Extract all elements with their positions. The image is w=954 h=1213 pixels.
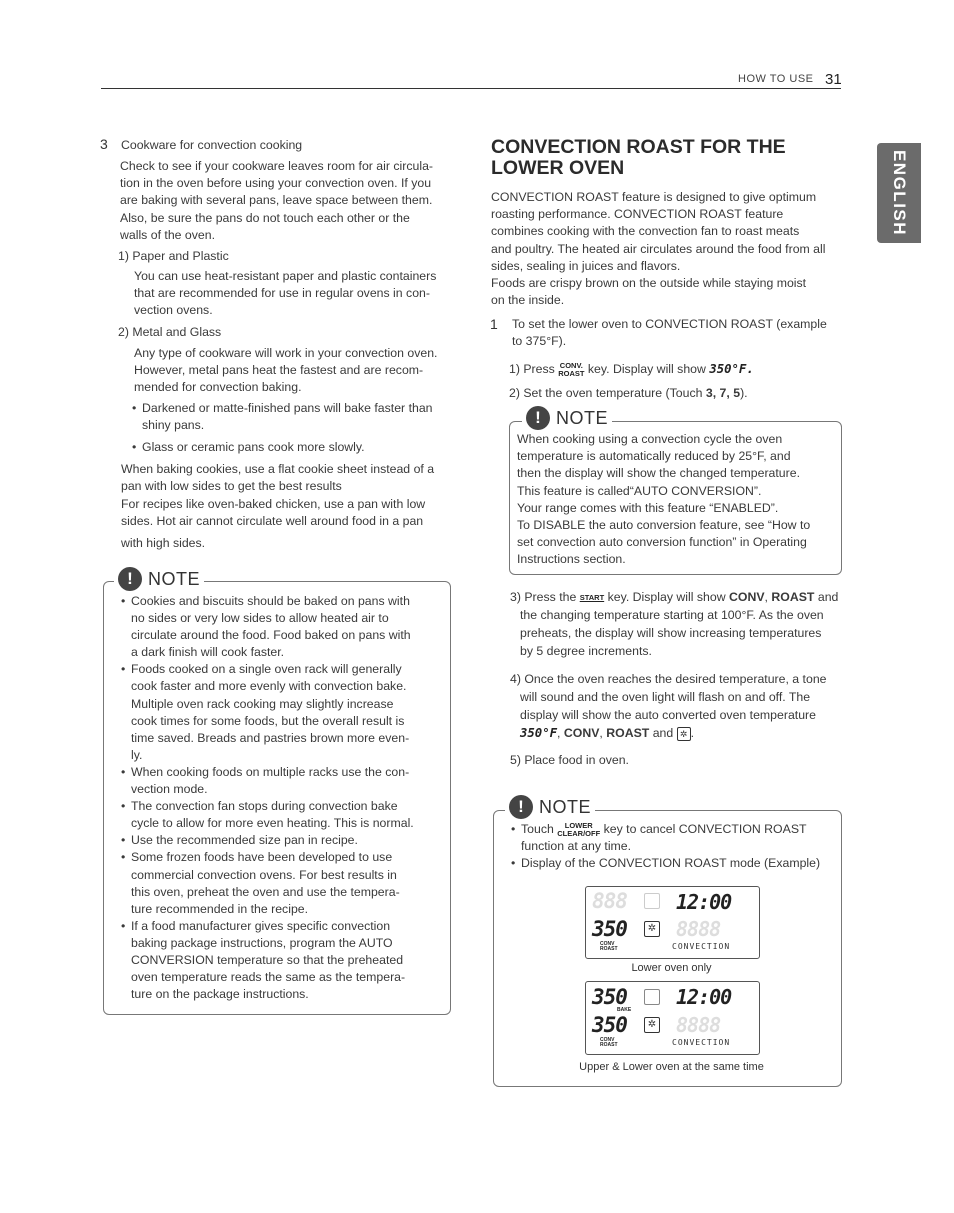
text-line: Any type of cookware will work in your convection oven. bbox=[134, 346, 438, 360]
text-line: tion in the oven before using your convection oven. If you bbox=[120, 176, 432, 191]
text-line: then the display will show the changed temperature. bbox=[517, 466, 800, 481]
text-line: CONVECTION ROAST feature is designed to give optimum bbox=[491, 190, 817, 204]
text-line: ture recommended in the recipe. bbox=[131, 901, 309, 916]
text: 3) Press the bbox=[510, 590, 577, 604]
text-line: function at any time. bbox=[521, 839, 632, 854]
metal-glass-bullets bbox=[132, 400, 452, 457]
list-item bbox=[121, 832, 436, 849]
list-item bbox=[121, 798, 436, 832]
key-line: LOWER bbox=[564, 821, 593, 831]
text-line: by 5 degree increments. bbox=[520, 644, 652, 658]
text-line: CONVERSION temperature so that the preheated bbox=[131, 952, 404, 967]
lower-fan-icon: ✲ bbox=[644, 921, 660, 937]
step-number-1: 1 bbox=[490, 316, 498, 332]
text: key to cancel CONVECTION ROAST bbox=[603, 822, 807, 836]
text-line: Check to see if your cookware leaves room for air circula- bbox=[120, 159, 434, 173]
text: ). bbox=[740, 386, 748, 400]
display-caption: Lower oven only bbox=[631, 962, 712, 974]
text-line: 350°F, CONV, ROAST and ✲ . bbox=[520, 726, 695, 740]
step1-text bbox=[512, 316, 847, 350]
label-line: ROAST bbox=[600, 1042, 618, 1048]
step-title: Cookware for convection cooking bbox=[121, 138, 303, 152]
conv-indicator: CONV bbox=[729, 590, 765, 604]
text-line: Also, be sure the pans do not touch each other or the bbox=[120, 210, 410, 225]
note2-bullets bbox=[511, 821, 836, 873]
text-line: vection ovens. bbox=[134, 303, 213, 318]
left-note-bullets bbox=[121, 593, 436, 1003]
text-line: commercial convection ovens. For best results in bbox=[131, 867, 397, 882]
roast-indicator: ROAST bbox=[606, 726, 650, 740]
left-note-header bbox=[114, 567, 204, 591]
header-rule bbox=[101, 88, 841, 89]
text-line: circulate around the food. Food baked on pans with bbox=[131, 628, 411, 643]
conv-roast-key[interactable] bbox=[558, 362, 584, 377]
lower-clear-off-key[interactable] bbox=[557, 822, 600, 837]
text: Display of the CONVECTION ROAST mode (Example) bbox=[521, 856, 821, 871]
label-line: ROAST bbox=[600, 946, 618, 952]
header-section: HOW TO USE bbox=[738, 73, 814, 85]
number-keys: 3, 7, 5 bbox=[705, 386, 741, 400]
key-line: ROAST bbox=[558, 368, 585, 378]
note-label: NOTE bbox=[148, 568, 201, 589]
text-line: • Foods cooked on a single oven rack will generally bbox=[131, 662, 402, 677]
text-line: temperature is automatically reduced by 25°F, and bbox=[517, 449, 791, 464]
text-line: this oven, preheat the oven and use the tempera- bbox=[131, 884, 400, 899]
section-title bbox=[491, 137, 841, 179]
text-line: • Darkened or matte-finished pans will bake faster than bbox=[142, 401, 433, 415]
page-number: 31 bbox=[825, 71, 842, 88]
text-line: To set the lower oven to CONVECTION ROAST (example bbox=[512, 317, 827, 331]
list-item bbox=[121, 661, 436, 764]
substep-5: 5) Place food in oven. bbox=[510, 753, 629, 767]
text-line: set convection auto conversion function” in Operating bbox=[517, 535, 807, 550]
text-line: Foods are crispy brown on the outside while staying moist bbox=[491, 276, 807, 291]
paper-plastic-title: 1) Paper and Plastic bbox=[118, 249, 229, 263]
key-line: CLEAR/OFF bbox=[557, 828, 601, 838]
upper-clock-readout: 12:00 bbox=[676, 890, 732, 914]
text-line: preheats, the display will show increasing temperatures bbox=[520, 626, 822, 640]
conv-roast-label bbox=[600, 1038, 618, 1048]
text-line: cook times for some foods, but the overall result is bbox=[131, 713, 405, 728]
bake-label: BAKE bbox=[617, 1007, 632, 1013]
text-line: • Use the recommended size pan in recipe. bbox=[131, 833, 358, 848]
text-line: baking package instructions, program the AUTO bbox=[131, 935, 393, 950]
text: and bbox=[817, 590, 839, 604]
lower-temp-readout: 350 bbox=[592, 1013, 627, 1037]
text-line: a dark finish will cook faster. bbox=[131, 645, 285, 660]
text-line: sides. Hot air cannot circulate well around food in a pan bbox=[121, 514, 424, 529]
text-line: combines cooking with the convection fan to roast meats bbox=[491, 224, 800, 239]
text-line: • The convection fan stops during convection bake bbox=[131, 799, 398, 814]
text-line: that are recommended for use in regular ovens in con- bbox=[134, 286, 430, 301]
label-line: CONV bbox=[600, 941, 615, 947]
key-line: CONV. bbox=[559, 361, 583, 371]
display-caption: Upper & Lower oven at the same time bbox=[579, 1061, 764, 1073]
alert-icon: ! bbox=[509, 795, 533, 819]
list-item bbox=[132, 400, 452, 434]
text-line: and poultry. The heated air circulates around the food from all bbox=[491, 241, 826, 256]
roast-intro bbox=[491, 189, 846, 309]
text-line: display will show the auto converted oven temperature bbox=[520, 708, 816, 722]
lower-clock-readout: 8888 bbox=[676, 917, 721, 941]
text-line: cook faster and more evenly with convection bake. bbox=[131, 679, 407, 694]
text-line: shiny pans. bbox=[142, 418, 205, 433]
text-line: Your range comes with this feature “ENABLED”. bbox=[517, 500, 779, 515]
text-line: the changing temperature starting at 100°F. As the oven bbox=[520, 608, 824, 622]
note-label: NOTE bbox=[539, 796, 592, 817]
upper-clock-readout: 12:00 bbox=[676, 985, 732, 1009]
text-line: 3) Press the START key. Display will show CONV, ROAST and bbox=[510, 590, 839, 604]
text-line: oven temperature reads the same as the tempera- bbox=[131, 970, 406, 985]
list-item bbox=[132, 439, 452, 456]
substep-4 bbox=[510, 670, 845, 742]
text-line: Multiple oven rack cooking may slightly increase bbox=[131, 696, 394, 711]
alert-icon: ! bbox=[526, 406, 550, 430]
upper-temp-readout: 888 bbox=[592, 889, 627, 913]
text-line: • If a food manufacturer gives specific convection bbox=[131, 918, 391, 933]
list-item bbox=[511, 855, 836, 872]
language-tab-label: ENGLISH bbox=[890, 149, 909, 237]
mode-readout: CONVECTION bbox=[672, 1038, 731, 1047]
substep-2 bbox=[509, 385, 748, 402]
control-display-lower-only bbox=[585, 886, 760, 959]
label-line: CONV bbox=[600, 1037, 615, 1043]
text-line: sides, sealing in juices and flavors. bbox=[491, 258, 681, 273]
text-line: • Some frozen foods have been developed to use bbox=[131, 850, 393, 865]
cookie-tips bbox=[121, 461, 456, 552]
text-line: To DISABLE the auto conversion feature, see “How to bbox=[517, 518, 811, 533]
text-line: cycle to allow for more even heating. This is normal. bbox=[131, 816, 414, 831]
list-item bbox=[511, 821, 836, 855]
text-line: will sound and the oven light will flash on and off. The bbox=[520, 690, 811, 704]
text-line: mended for convection baking. bbox=[134, 380, 302, 395]
note-label: NOTE bbox=[556, 407, 609, 428]
title-line: CONVECTION ROAST FOR THE bbox=[491, 136, 786, 158]
roast-indicator: ROAST bbox=[771, 590, 815, 604]
text: Touch bbox=[521, 822, 554, 836]
text-line: • Cookies and biscuits should be baked on pans with bbox=[131, 594, 410, 608]
text: and bbox=[652, 726, 674, 740]
text: key. Display will show bbox=[587, 362, 706, 376]
text-line: are baking with several pans, leave space between them. bbox=[120, 193, 433, 208]
upper-fan-icon bbox=[644, 989, 660, 1005]
metal-glass-text bbox=[134, 345, 456, 397]
step-number-3: 3 bbox=[100, 136, 108, 152]
display-temp: 350°F bbox=[520, 726, 558, 740]
title-line: LOWER OVEN bbox=[491, 157, 625, 179]
lower-clock-readout: 8888 bbox=[676, 1013, 721, 1037]
text-line: • When cooking foods on multiple racks use the con- bbox=[131, 764, 410, 779]
text: key. Display will show bbox=[607, 590, 726, 604]
note1-header bbox=[522, 406, 612, 430]
lower-temp-readout: 350 bbox=[592, 917, 627, 941]
alert-icon: ! bbox=[118, 567, 142, 591]
text-line: This feature is called“AUTO CONVERSION”. bbox=[517, 483, 762, 498]
text-line: • Glass or ceramic pans cook more slowly. bbox=[142, 440, 365, 455]
conv-indicator: CONV bbox=[563, 726, 600, 740]
text-line: vection mode. bbox=[131, 782, 208, 797]
text-line: ly. bbox=[131, 747, 143, 762]
substep-3 bbox=[510, 588, 845, 660]
note1-text bbox=[517, 431, 835, 569]
upper-fan-icon bbox=[644, 893, 660, 909]
text-line: ture on the package instructions. bbox=[131, 987, 309, 1002]
text-line: roasting performance. CONVECTION ROAST feature bbox=[491, 207, 784, 222]
text-line: walls of the oven. bbox=[120, 227, 216, 242]
text-line: on the inside. bbox=[491, 293, 565, 308]
text: 2) Set the oven temperature (Touch bbox=[509, 386, 703, 400]
start-key[interactable]: START bbox=[579, 593, 605, 602]
text: 1) Press bbox=[509, 362, 555, 376]
conv-roast-label bbox=[600, 942, 618, 952]
language-tab[interactable] bbox=[877, 143, 921, 243]
mode-readout: CONVECTION bbox=[672, 942, 731, 951]
text-line: pan with low sides to get the best results bbox=[121, 479, 342, 494]
text-line: When cooking using a convection cycle the oven bbox=[517, 432, 783, 446]
text-line: no sides or very low sides to allow heated air to bbox=[131, 611, 389, 626]
control-display-both-ovens bbox=[585, 981, 760, 1055]
upper-temp-readout: 350 bbox=[592, 985, 627, 1009]
substep-1 bbox=[509, 361, 754, 378]
display-temp: 350°F. bbox=[709, 362, 754, 376]
list-item bbox=[121, 764, 436, 798]
list-item bbox=[121, 849, 436, 917]
text-line: with high sides. bbox=[121, 535, 206, 550]
text-line: time saved. Breads and pastries brown more even- bbox=[131, 730, 410, 745]
list-item bbox=[121, 918, 436, 1003]
text-line: to 375°F). bbox=[512, 334, 567, 349]
text-line: When baking cookies, use a flat cookie sheet instead of a bbox=[121, 462, 435, 476]
text-line: You can use heat-resistant paper and plastic containers bbox=[134, 269, 437, 283]
cookware-intro bbox=[120, 158, 455, 244]
list-item bbox=[121, 593, 436, 661]
text-line: 4) Once the oven reaches the desired temperature, a tone bbox=[510, 672, 827, 686]
metal-glass-title: 2) Metal and Glass bbox=[118, 325, 222, 339]
fan-icon: ✲ bbox=[677, 727, 691, 741]
note2-header bbox=[505, 795, 595, 819]
text-line: Instructions section. bbox=[517, 552, 626, 567]
text-line: However, metal pans heat the fastest and are recom- bbox=[134, 363, 424, 378]
lower-fan-icon: ✲ bbox=[644, 1017, 660, 1033]
text-line: For recipes like oven-baked chicken, use a pan with low bbox=[121, 496, 426, 511]
paper-plastic-text bbox=[134, 268, 454, 320]
